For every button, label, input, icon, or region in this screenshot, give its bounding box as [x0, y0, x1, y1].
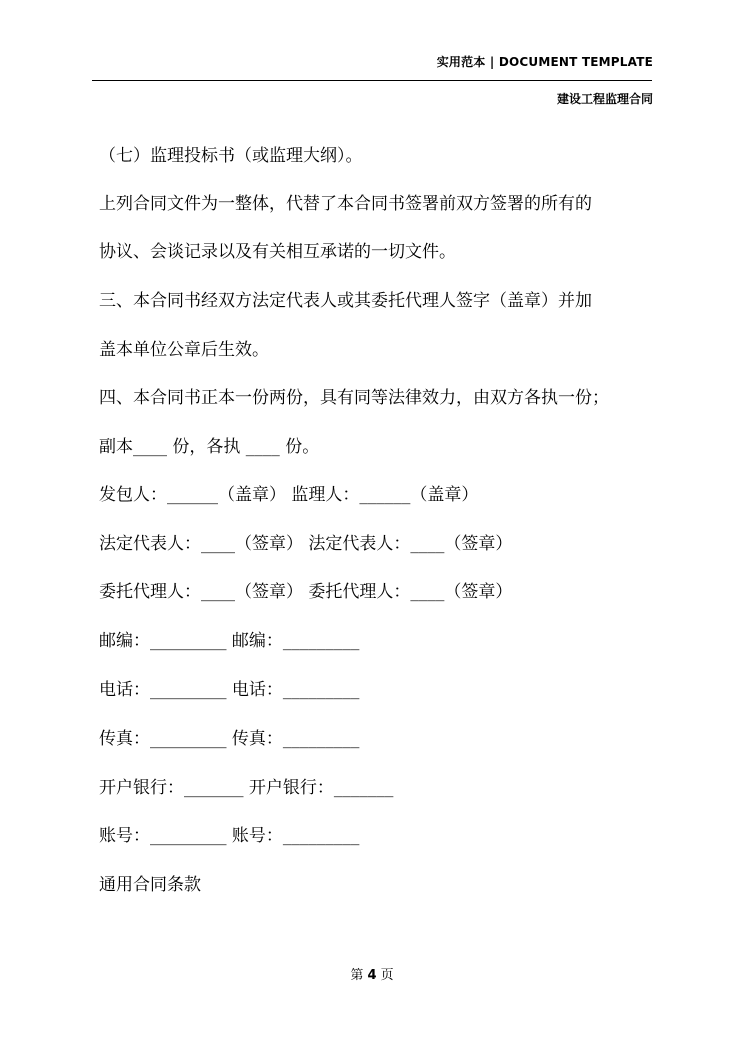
contact-line: 邮编：_________ 邮编：_________ [99, 631, 360, 651]
contact-line: 传真：_________ 传真：_________ [99, 729, 360, 749]
body-line: （七）监理投标书（或监理大纲）。 [99, 146, 363, 166]
contact-line: 电话：_________ 电话：_________ [99, 680, 360, 700]
page-suffix: 页 [380, 968, 394, 983]
document-name: 建设工程监理合同 [556, 92, 653, 106]
body-line: 上列合同文件为一整体，代替了本合同书签署前双方签署的所有的 [99, 194, 592, 214]
body-line: 副本____ 份，各执 ____ 份。 [99, 437, 320, 457]
section-heading: 通用合同条款 [99, 875, 201, 895]
contact-line: 开户银行：_______ 开户银行：_______ [99, 778, 394, 798]
header-divider [92, 80, 652, 81]
page-number: 4 [367, 968, 377, 983]
signature-line: 法定代表人：____（签章） 法定代表人：____（签章） [99, 534, 513, 554]
contact-line: 账号：_________ 账号：_________ [99, 826, 360, 846]
page-footer [0, 964, 744, 983]
body-line: 盖本单位公章后生效。 [99, 340, 269, 360]
page-prefix: 第 [350, 968, 364, 983]
header-title: 实用范本 | DOCUMENT TEMPLATE [436, 55, 653, 69]
body-line: 三、本合同书经双方法定代表人或其委托代理人签字（盖章）并加 [99, 291, 592, 311]
signature-line: 发包人：______（盖章） 监理人：______（盖章） [99, 485, 479, 505]
body-line: 四、本合同书正本一份两份，具有同等法律效力，由双方各执一份； [99, 388, 609, 408]
body-line: 协议、会谈记录以及有关相互承诺的一切文件。 [99, 242, 456, 262]
signature-line: 委托代理人：____（签章） 委托代理人：____（签章） [99, 582, 513, 602]
